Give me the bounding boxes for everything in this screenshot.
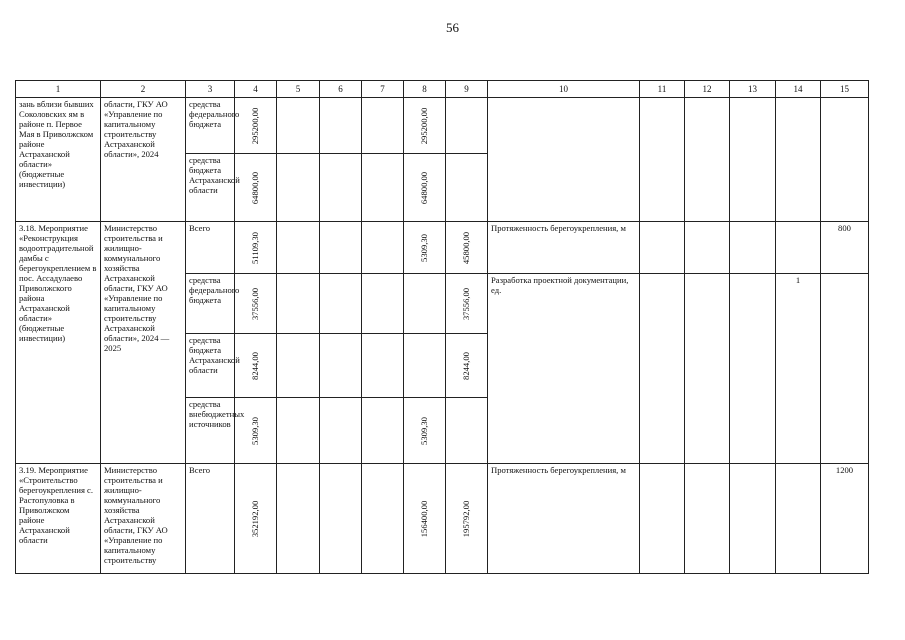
total-cell (235, 398, 277, 464)
table-row (16, 464, 869, 574)
indicator-cell: Разработка проектной документации, ед. (488, 274, 640, 464)
col8-cell (404, 154, 446, 222)
total-cell (235, 154, 277, 222)
table-row (16, 222, 869, 274)
empty-cell (320, 222, 362, 274)
funding-source-cell: средства бюджета Астраханской области (186, 154, 235, 222)
col-header-15: 15 (821, 81, 869, 98)
col-header-3: 3 (186, 81, 235, 98)
col9-cell (446, 464, 488, 574)
funding-source-cell: Всего (186, 464, 235, 574)
empty-cell (277, 154, 320, 222)
col-header-5: 5 (277, 81, 320, 98)
executor-cell: Министерство строительства и жилищно-коммунального хозяйства Астраханской области, ГКУ АО «Управление по капитальному строительству Астраханской области», 2024 — 2025 (101, 222, 186, 464)
col9-value: 195792,00 (460, 500, 471, 537)
col-header-13: 13 (730, 81, 776, 98)
measure-name-cell: зань вблизи бывших Соколовских ям в районе п. Первое Мая в Приволжском районе Астраханской области» (бюджетные инвестиции) (16, 98, 101, 222)
empty-cell (821, 98, 869, 222)
empty-cell (776, 464, 821, 574)
col8-cell (404, 222, 446, 274)
empty-cell (320, 98, 362, 154)
empty-cell (362, 334, 404, 398)
col8-value: 5309,30 (418, 233, 429, 262)
empty-cell (320, 274, 362, 334)
col8-cell (404, 464, 446, 574)
empty-cell (730, 222, 776, 274)
col-header-14: 14 (776, 81, 821, 98)
empty-cell (320, 464, 362, 574)
page-number: 56 (446, 20, 459, 35)
empty-cell (362, 464, 404, 574)
column-number-row (16, 81, 869, 98)
empty-cell (685, 222, 730, 274)
empty-cell (821, 274, 869, 464)
col9-value: 8244,00 (460, 351, 471, 380)
total-value: 295200,00 (249, 107, 260, 144)
indicator-cell (488, 98, 640, 222)
col8-value: 64800,00 (418, 171, 429, 204)
funding-source-cell: средства внебюджетных источников (186, 398, 235, 464)
col-header-8: 8 (404, 81, 446, 98)
empty-cell (277, 398, 320, 464)
empty-cell (362, 398, 404, 464)
indicator-cell: Протяженность берегоукрепления, м (488, 464, 640, 574)
indicator-value-cell: 1 (776, 274, 821, 464)
executor-cell: Министерство строительства и жилищно-коммунального хозяйства Астраханской области, ГКУ АО «Управление по капитальному строительству (101, 464, 186, 574)
empty-cell (446, 154, 488, 222)
total-value: 8244,00 (249, 351, 260, 380)
total-cell (235, 274, 277, 334)
col8-value: 156400,00 (418, 500, 429, 537)
empty-cell (362, 222, 404, 274)
empty-cell (446, 98, 488, 154)
measure-name-cell: 3.19. Мероприятие «Строительство берегоукрепления с. Растопуловка в Приволжском районе Астраханской области (16, 464, 101, 574)
col9-value: 37556,00 (460, 287, 471, 320)
indicator-cell: Протяженность берегоукрепления, м (488, 222, 640, 274)
total-cell (235, 98, 277, 154)
total-value: 64800,00 (249, 171, 260, 204)
total-value: 352192,00 (249, 500, 260, 537)
empty-cell (404, 274, 446, 334)
empty-cell (640, 274, 685, 464)
total-cell (235, 334, 277, 398)
funding-source-cell: средства бюджета Астраханской области (186, 334, 235, 398)
empty-cell (362, 154, 404, 222)
empty-cell (320, 154, 362, 222)
col9-cell (446, 222, 488, 274)
total-cell (235, 222, 277, 274)
empty-cell (640, 98, 685, 222)
col-header-12: 12 (685, 81, 730, 98)
col-header-1: 1 (16, 81, 101, 98)
empty-cell (685, 98, 730, 222)
empty-cell (277, 464, 320, 574)
funding-source-cell: средства федерального бюджета (186, 98, 235, 154)
col-header-7: 7 (362, 81, 404, 98)
col-header-10: 10 (488, 81, 640, 98)
empty-cell (277, 274, 320, 334)
empty-cell (362, 98, 404, 154)
empty-cell (404, 334, 446, 398)
empty-cell (320, 398, 362, 464)
col-header-2: 2 (101, 81, 186, 98)
funding-source-cell: Всего (186, 222, 235, 274)
total-value: 37556,00 (249, 287, 260, 320)
program-table (15, 80, 869, 574)
indicator-value-cell: 800 (821, 222, 869, 274)
executor-cell: области, ГКУ АО «Управление по капитальному строительству Астраханской области», 2024 (101, 98, 186, 222)
measure-name-cell: 3.18. Мероприятие «Реконструкция водоотградительной дамбы с берегоукреплением в пос. Ассадулаево Приволжского района Астраханской области» (бюджетные инвестиции) (16, 222, 101, 464)
empty-cell (446, 398, 488, 464)
total-cell (235, 464, 277, 574)
empty-cell (776, 98, 821, 222)
table-row (16, 98, 869, 154)
col8-cell (404, 398, 446, 464)
col-header-9: 9 (446, 81, 488, 98)
empty-cell (320, 334, 362, 398)
total-value: 51109,30 (249, 231, 260, 264)
empty-cell (685, 274, 730, 464)
total-value: 5309,30 (249, 416, 260, 445)
empty-cell (277, 334, 320, 398)
col-header-6: 6 (320, 81, 362, 98)
empty-cell (277, 222, 320, 274)
empty-cell (640, 222, 685, 274)
empty-cell (776, 222, 821, 274)
col8-cell (404, 98, 446, 154)
col9-value: 45800,00 (460, 231, 471, 264)
empty-cell (730, 464, 776, 574)
col8-value: 5309,30 (418, 416, 429, 445)
empty-cell (277, 98, 320, 154)
indicator-value-cell: 1200 (821, 464, 869, 574)
empty-cell (730, 98, 776, 222)
col8-value: 295200,00 (418, 107, 429, 144)
empty-cell (362, 274, 404, 334)
empty-cell (730, 274, 776, 464)
col-header-11: 11 (640, 81, 685, 98)
empty-cell (685, 464, 730, 574)
funding-source-cell: средства федерального бюджета (186, 274, 235, 334)
col9-cell (446, 274, 488, 334)
col-header-4: 4 (235, 81, 277, 98)
col9-cell (446, 334, 488, 398)
empty-cell (640, 464, 685, 574)
